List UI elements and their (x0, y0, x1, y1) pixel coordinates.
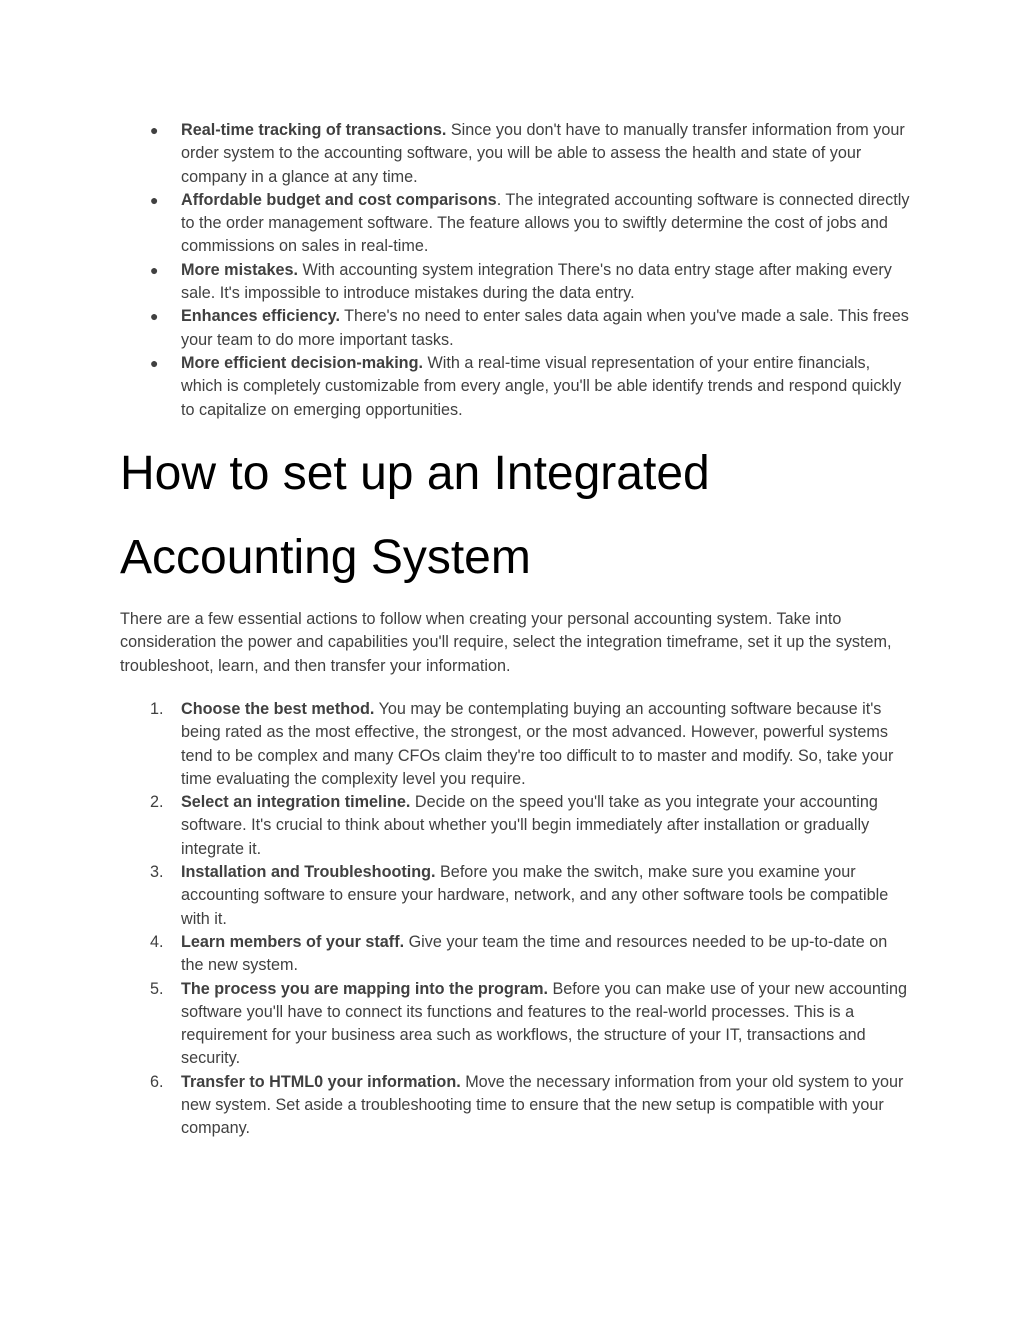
step-text: Move the necessary information from your old system to your new system. Set aside a troubleshooting time to ensure that the new setup is compatible with your company. (181, 1072, 904, 1138)
bullet-marker: ● (150, 122, 159, 138)
step-text: Decide on the speed you'll take as you integrate your accounting software. It's crucial to think about whether you'll begin immediately after installation or gradually integrate it. (181, 793, 878, 858)
bullet-marker: ● (150, 308, 159, 325)
step-title: Choose the best method. (181, 700, 375, 718)
step-title: The process you are mapping into the program. (181, 979, 548, 998)
step-body (181, 793, 878, 858)
step-number: 1. (150, 700, 164, 718)
list-item-title: Enhances efficiency. (181, 307, 340, 326)
step-body (181, 980, 907, 1068)
step-number: 3. (150, 863, 164, 882)
step-text: Give your team the time and resources needed to be up-to-date on the new system. (181, 932, 888, 975)
list-item-body (181, 121, 905, 186)
step-body (181, 700, 893, 788)
step-title: Transfer to HTML0 your information. (181, 1072, 461, 1091)
list-item-title: Real-time tracking of transactions. (181, 121, 447, 139)
list-item-text: . The integrated accounting software is connected directly to the order management software. The feature allows you to swiftly determine the cost of jobs and commissions on sales in real-time. (181, 190, 910, 256)
step-item (120, 698, 910, 791)
list-item (120, 352, 910, 422)
list-item (120, 305, 910, 352)
list-item-text: Since you don't have to manually transfer information from your order system to the accounting software, you will be able to assess the health and state of your company in a glance at any time. (181, 121, 905, 186)
list-item-body (181, 307, 909, 348)
step-number: 6. (150, 1072, 164, 1091)
step-title: Select an integration timeline. (181, 793, 411, 812)
step-number: 5. (150, 979, 164, 998)
bullet-marker: ● (150, 191, 159, 208)
step-body (181, 1073, 903, 1138)
list-item-title: More mistakes. (181, 260, 298, 279)
section-heading: How to set up an Integrated Accounting System (120, 447, 710, 584)
step-item (120, 978, 910, 1071)
list-item (120, 259, 910, 306)
steps-list (120, 698, 910, 1141)
step-item (120, 791, 910, 861)
step-number: 2. (150, 793, 164, 812)
step-body (181, 933, 887, 974)
list-item (120, 119, 910, 189)
list-item-body (181, 191, 909, 256)
list-item-text: There's no need to enter sales data again when you've made a sale. This frees your team to do more important tasks. (181, 307, 909, 349)
step-title: Learn members of your staff. (181, 932, 405, 951)
list-item-body (181, 261, 892, 302)
list-item (120, 189, 910, 259)
benefits-list (120, 119, 910, 422)
step-item (120, 1071, 910, 1141)
step-text: You may be contemplating buying an accounting software because it's being rated as the most effective, the strongest, or the most advanced. However, powerful systems tend to be complex and many CFOs claim they're too difficult to to master and modify. So, take your time evaluating the complexity level you require. (181, 700, 894, 788)
step-item (120, 931, 910, 978)
step-text: Before you make the switch, make sure you examine your accounting software to ensure your hardware, network, and any other software tools be compatible with it. (181, 863, 889, 928)
list-item-title: More efficient decision-making. (181, 353, 423, 372)
list-item-title: Affordable budget and cost comparisons (181, 190, 497, 209)
bullet-marker: ● (150, 354, 159, 371)
step-body (181, 863, 888, 928)
step-text: Before you can make use of your new accounting software you'll have to connect its functions and features to the real-world processes. This is a requirement for your business area such as workflows, the structure of your IT, transactions and security. (181, 979, 908, 1068)
bullet-marker: ● (150, 261, 159, 278)
list-item-body (181, 354, 901, 419)
intro-paragraph: There are a few essential actions to follow when creating your personal accounting system. Take into consideration the power and capabilities you'll require, select the integration timeframe, set it up the system, troubleshoot, learn, and then transfer your information. (120, 610, 892, 675)
list-item-text: With a real-time visual representation of your entire financials, which is completely customizable from every angle, you'll be able identify trends and respond quickly to capitalize on emerging opportunities. (181, 353, 902, 419)
step-number: 4. (150, 932, 164, 951)
step-title: Installation and Troubleshooting. (181, 863, 436, 882)
list-item-text: With accounting system integration There's no data entry stage after making every sale. It's impossible to introduce mistakes during the data entry. (181, 260, 892, 303)
step-item (120, 861, 910, 931)
